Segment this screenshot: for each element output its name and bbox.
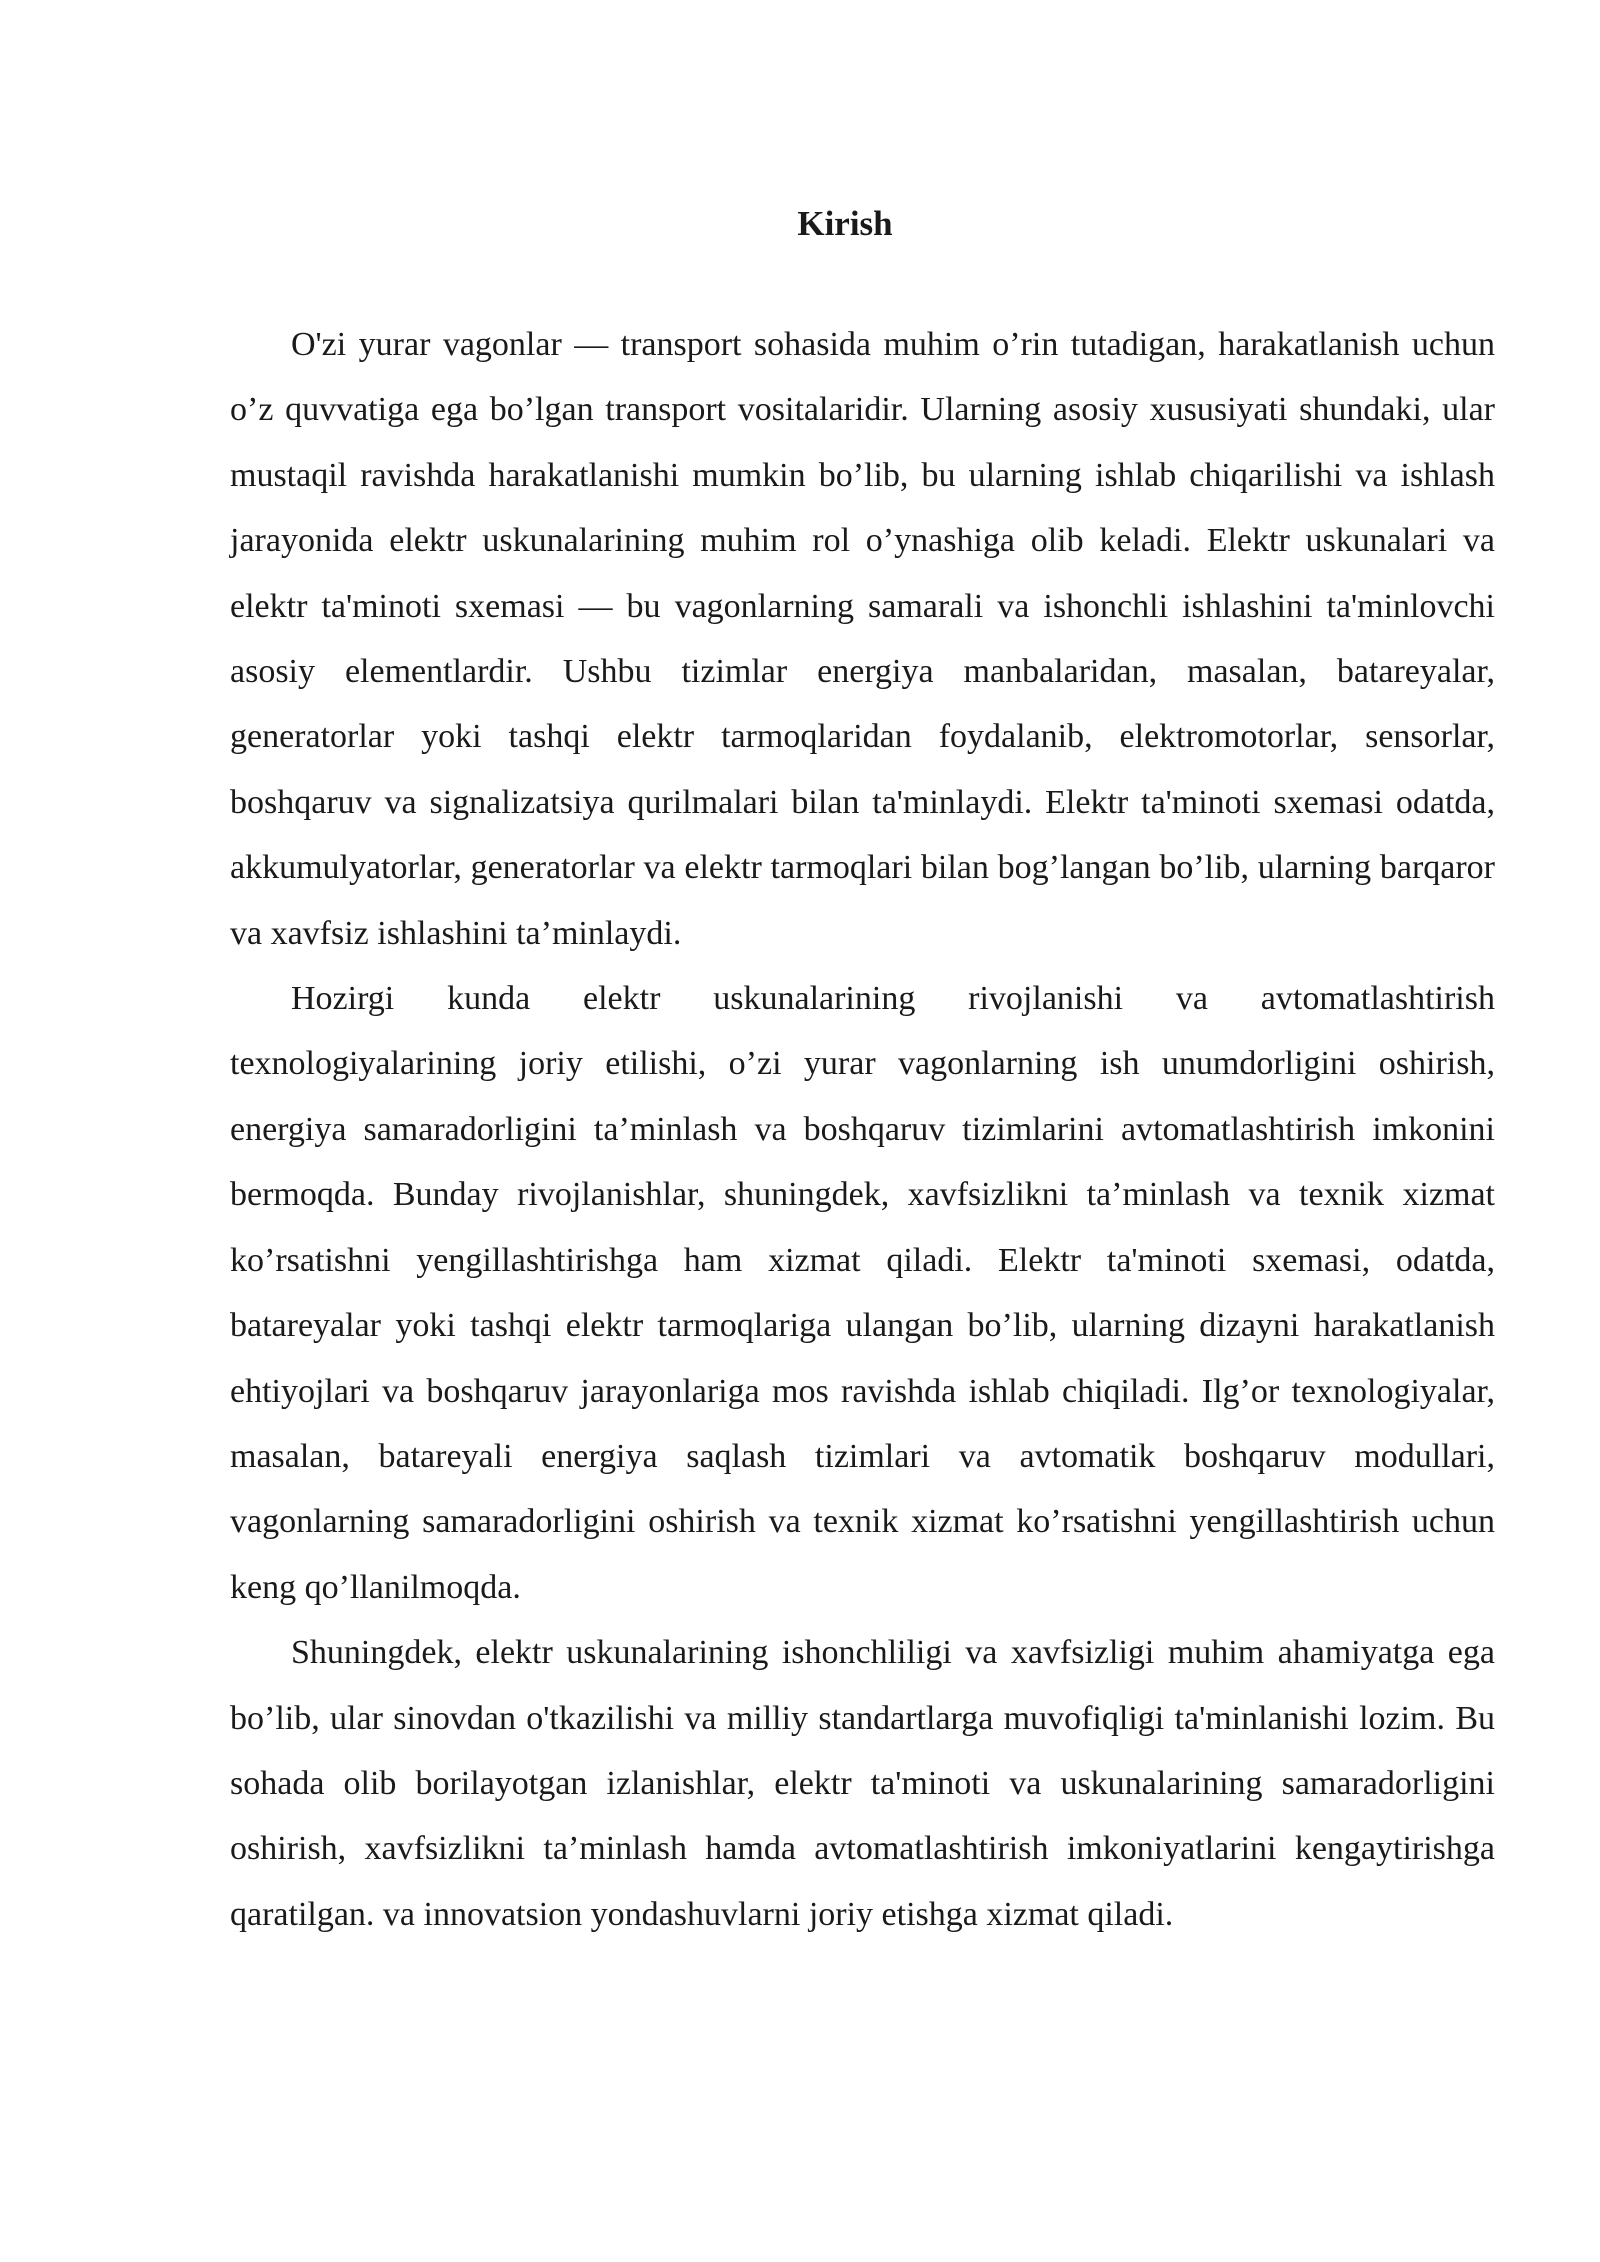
document-body [230,312,1495,1947]
paragraph-1: O'zi yurar vagonlar — transport sohasida muhim o’rin tutadigan, harakatlanish uchun o’z quvvatiga ega bo’lgan transport vositalaridir. Ularning asosiy xususiyati shundaki, ular mustaqil ravishda harakatlanishi mumkin bo’lib, bu ularning ishlab chiqarilishi va ishlash jarayonida elektr uskunalarining muhim rol o’ynashiga olib keladi. Elektr uskunalari va elektr ta'minoti sxemasi — bu vagonlarning samarali va ishonchli ishlashini ta'minlovchi asosiy elementlardir. Ushbu tizimlar energiya manbalaridan, masalan, batareyalar, generatorlar yoki tashqi elektr tarmoqlaridan foydalanib, elektromotorlar, sensorlar, boshqaruv va signalizatsiya qurilmalari bilan ta'minlaydi. Elektr ta'minoti sxemasi odatda, akkumulyatorlar, generatorlar va elektr tarmoqlari bilan bog’langan bo’lib, ularning barqaror va xavfsiz ishlashini ta’minlaydi. [230,326,1495,952]
paragraph-3: Shuningdek, elektr uskunalarining ishonchliligi va xavfsizligi muhim ahamiyatga ega bo’lib, ular sinovdan o'tkazilishi va milliy standartlarga muvofiqligi ta'minlanishi lozim. Bu sohada olib borilayotgan izlanishlar, elektr ta'minoti va uskunalarining samaradorligini oshirish, xavfsizlikni ta’minlash hamda avtomatlashtirish imkoniyatlarini kengaytirishga qaratilgan. va innovatsion yondashuvlarni joriy etishga xizmat qiladi. [230,1634,1495,1933]
page-title: Kirish [797,204,893,243]
paragraph-2: Hozirgi kunda elektr uskunalarining rivojlanishi va avtomatlashtirish texnologiyalarining joriy etilishi, o’zi yurar vagonlarning ish unumdorligini oshirish, energiya samaradorligini ta’minlash va boshqaruv tizimlarini avtomatlashtirish imkonini bermoqda. Bunday rivojlanishlar, shuningdek, xavfsizlikni ta’minlash va texnik xizmat ko’rsatishni yengillashtirishga ham xizmat qiladi. Elektr ta'minoti sxemasi, odatda, batareyalar yoki tashqi elektr tarmoqlariga ulangan bo’lib, ularning dizayni harakatlanish ehtiyojlari va boshqaruv jarayonlariga mos ravishda ishlab chiqiladi. Ilg’or texnologiyalar, masalan, batareyali energiya saqlash tizimlari va avtomatik boshqaruv modullari, vagonlarning samaradorligini oshirish va texnik xizmat ko’rsatishni yengillashtirish uchun keng qo’llanilmoqda. [230,980,1495,1606]
